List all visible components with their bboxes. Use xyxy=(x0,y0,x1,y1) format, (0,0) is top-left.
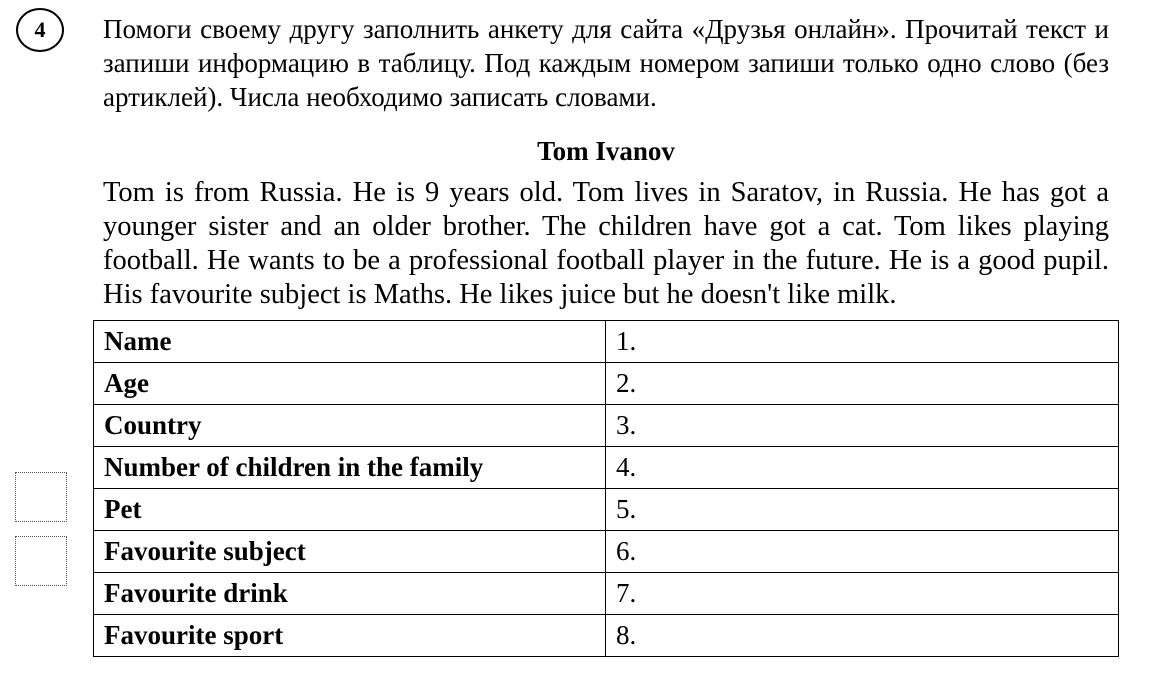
table-row xyxy=(94,489,1119,531)
task-number: 4 xyxy=(34,17,46,42)
answer-cell[interactable]: 6. xyxy=(606,531,1119,573)
task-number-badge xyxy=(16,8,64,52)
reading-title: Tom Ivanov xyxy=(537,136,675,166)
field-label: Pet xyxy=(94,489,606,531)
field-label: Number of children in the family xyxy=(94,447,606,489)
reading-text: Tom is from Russia. He is 9 years old. Tom lives in Saratov, in Russia. He has got a younger sister and an older brother. The children have got a cat. Tom likes playing football. He wants to be a professional football player in the future. He is a good pupil. His favourite subject is Maths. He likes juice but he doesn't like milk. xyxy=(103,177,1109,310)
field-label: Name xyxy=(94,321,606,363)
answer-cell[interactable]: 8. xyxy=(606,615,1119,657)
answer-box[interactable] xyxy=(15,536,67,586)
answer-cell[interactable]: 3. xyxy=(606,405,1119,447)
answer-box[interactable] xyxy=(15,472,67,522)
field-label: Favourite subject xyxy=(94,531,606,573)
answer-boxes xyxy=(15,472,67,600)
table-row xyxy=(94,573,1119,615)
table-row xyxy=(94,321,1119,363)
table-row xyxy=(94,405,1119,447)
task-instructions: Помоги своему другу заполнить анкету для сайта «Друзья онлайн». Прочитай текст и запиши информацию в таблицу. Под каждым номером запиши только одно слово (без артиклей). Числа необходимо записать словами. xyxy=(103,14,1109,112)
table-row xyxy=(94,363,1119,405)
table-row xyxy=(94,615,1119,657)
field-label: Favourite sport xyxy=(94,615,606,657)
answer-cell[interactable]: 5. xyxy=(606,489,1119,531)
profile-form-table xyxy=(93,320,1119,657)
table-row xyxy=(94,447,1119,489)
field-label: Favourite drink xyxy=(94,573,606,615)
field-label: Age xyxy=(94,363,606,405)
answer-cell[interactable]: 2. xyxy=(606,363,1119,405)
field-label: Country xyxy=(94,405,606,447)
table-row xyxy=(94,531,1119,573)
answer-cell[interactable]: 7. xyxy=(606,573,1119,615)
answer-cell[interactable]: 4. xyxy=(606,447,1119,489)
answer-cell[interactable]: 1. xyxy=(606,321,1119,363)
